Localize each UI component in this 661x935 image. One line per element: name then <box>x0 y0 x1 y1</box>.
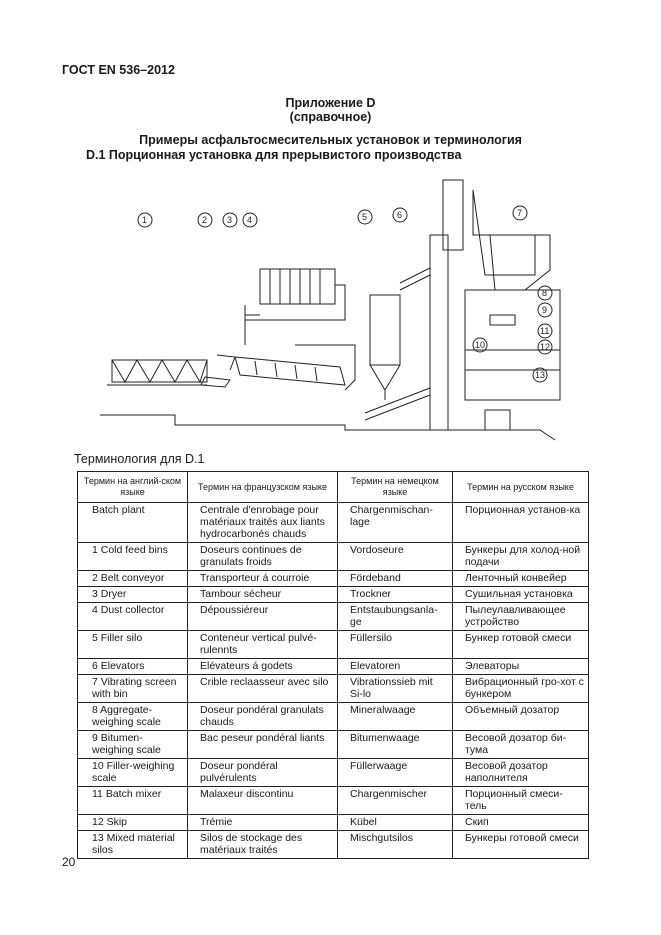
table-cell: Сушильная установка <box>453 587 589 603</box>
table-cell: 3 Dryer <box>78 587 188 603</box>
callout-10: 10 <box>475 340 486 350</box>
table-cell: Скип <box>453 815 589 831</box>
table-cell: Trockner <box>338 587 453 603</box>
column-header-german: Термин на немецком языке <box>338 472 453 503</box>
table-cell: Vordoseure <box>338 543 453 571</box>
table-cell: Crible reclaasseur avec silo <box>188 675 338 703</box>
table-cell: Kübel <box>338 815 453 831</box>
table-cell: Conteneur vertical pulvé-rulennts <box>188 631 338 659</box>
table-row <box>78 631 589 659</box>
table-cell: Chargenmischan-lage <box>338 503 453 543</box>
table-cell: Doseur pondéral granulats chauds <box>188 703 338 731</box>
table-cell: Tambour sécheur <box>188 587 338 603</box>
table-cell: 13 Mixed material silos <box>78 831 188 859</box>
table-cell: Fördeband <box>338 571 453 587</box>
table-row <box>78 675 589 703</box>
table-row <box>78 587 589 603</box>
table-row <box>78 815 589 831</box>
table-cell: Mineralwaage <box>338 703 453 731</box>
callout-7: 7 <box>517 208 523 218</box>
document-header: ГОСТ EN 536–2012 <box>62 63 175 77</box>
table-cell: 2 Belt conveyor <box>78 571 188 587</box>
filler-silo <box>370 295 400 400</box>
table-cell: Doseurs continues de granulats froids <box>188 543 338 571</box>
table-row <box>78 603 589 631</box>
table-cell: Весовой дозатор наполнителя <box>453 759 589 787</box>
table-cell: Trémie <box>188 815 338 831</box>
appendix-title: Приложение D <box>285 96 376 110</box>
terminology-caption: Терминология для D.1 <box>74 452 205 466</box>
table-cell: Вибрационный гро-хот с бункером <box>453 675 589 703</box>
table-row <box>78 503 589 543</box>
table-cell: Бункер готовой смеси <box>453 631 589 659</box>
table-cell: Elévateurs á godets <box>188 659 338 675</box>
table-cell: Бункеры готовой смеси <box>453 831 589 859</box>
appendix-subtitle: (справочное) <box>289 110 372 124</box>
table-cell: Elevatoren <box>338 659 453 675</box>
table-cell: Ленточный конвейер <box>453 571 589 587</box>
table-row <box>78 703 589 731</box>
callout-6: 6 <box>397 210 403 220</box>
callout-2: 2 <box>202 215 208 225</box>
table-cell: Batch plant <box>78 503 188 543</box>
table-row <box>78 659 589 675</box>
table-cell: Füllersilo <box>338 631 453 659</box>
table-cell: Silos de stockage des matériaux traités <box>188 831 338 859</box>
callout-3: 3 <box>227 215 233 225</box>
cold-feed-bins <box>107 360 207 385</box>
table-cell: 8 Aggregate-weighing scale <box>78 703 188 731</box>
table-row <box>78 759 589 787</box>
callout-8: 8 <box>542 288 548 298</box>
callout-1: 1 <box>142 215 148 225</box>
callout-11: 11 <box>540 326 550 336</box>
table-cell: 12 Skip <box>78 815 188 831</box>
table-row <box>78 543 589 571</box>
table-cell: 6 Elevators <box>78 659 188 675</box>
table-header-row <box>78 472 589 503</box>
column-header-russian: Термин на русском языке <box>453 472 589 503</box>
callout-9: 9 <box>542 305 548 315</box>
table-cell: 1 Cold feed bins <box>78 543 188 571</box>
table-cell: Doseur pondéral pulvérulents <box>188 759 338 787</box>
page-number: 20 <box>62 855 76 869</box>
column-header-french: Термин на французском языке <box>188 472 338 503</box>
callout-4: 4 <box>247 215 253 225</box>
table-cell: Chargenmischer <box>338 787 453 815</box>
table-cell: 10 Filler-weighing scale <box>78 759 188 787</box>
table-cell: Пылеулавливающее устройство <box>453 603 589 631</box>
table-cell: Элеваторы <box>453 659 589 675</box>
table-cell: Весовой дозатор би-тума <box>453 731 589 759</box>
dust-collector <box>245 269 345 345</box>
table-cell: 11 Batch mixer <box>78 787 188 815</box>
section-title: Примеры асфальтосмесительных установок и терминология <box>139 133 522 147</box>
subsection-title: D.1 Порционная установка для прерывистого производства <box>86 148 462 162</box>
table-cell: Порционный смеси-тель <box>453 787 589 815</box>
table-cell: Vibrationssieb mit Si-lo <box>338 675 453 703</box>
callout-12: 12 <box>540 342 551 352</box>
table-cell: 4 Dust collector <box>78 603 188 631</box>
table-row <box>78 571 589 587</box>
table-cell: Bitumenwaage <box>338 731 453 759</box>
table-cell: 9 Bitumen-weighing scale <box>78 731 188 759</box>
table-row <box>78 787 589 815</box>
table-cell: 5 Filler silo <box>78 631 188 659</box>
elevators <box>365 180 463 430</box>
table-cell: Entstaubungsanla-ge <box>338 603 453 631</box>
table-cell: Объемный дозатор <box>453 703 589 731</box>
terminology-table <box>77 471 589 859</box>
table-cell: Бункеры для холод-ной подачи <box>453 543 589 571</box>
table-cell: Dépoussiéreur <box>188 603 338 631</box>
batch-plant-diagram <box>95 175 585 455</box>
table-cell: 7 Vibrating screen with bin <box>78 675 188 703</box>
table-row <box>78 731 589 759</box>
callout-5: 5 <box>362 212 368 222</box>
column-header-english: Термин на англий-ском языке <box>78 472 188 503</box>
table-cell: Порционная установ-ка <box>453 503 589 543</box>
table-cell: Centrale d'enrobage pour matériaux traités aux liants hydrocarbonés chauds <box>188 503 338 543</box>
table-row <box>78 831 589 859</box>
table-cell: Bac peseur pondéral liants <box>188 731 338 759</box>
dryer <box>217 355 345 385</box>
table-cell: Füllerwaage <box>338 759 453 787</box>
table-cell: Malaxeur discontinu <box>188 787 338 815</box>
table-cell: Transporteur á courroie <box>188 571 338 587</box>
table-cell: Mischgutsilos <box>338 831 453 859</box>
callout-13: 13 <box>535 370 546 380</box>
